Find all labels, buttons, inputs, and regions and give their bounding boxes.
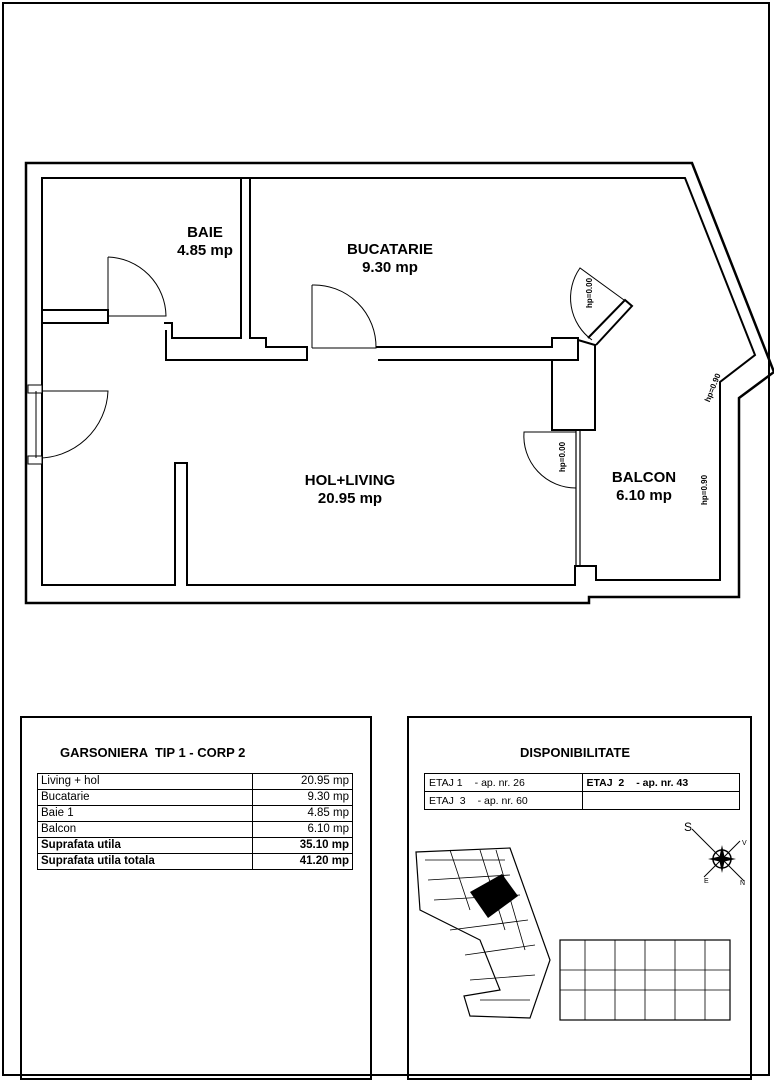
availability-cell <box>425 792 583 810</box>
room-label-hol-living <box>290 472 410 508</box>
entrance-door-jamb <box>28 456 42 464</box>
site-plan <box>410 840 740 1040</box>
compass-label: S <box>684 820 693 834</box>
area-value: 6.10 mp <box>252 822 352 838</box>
room-label-bucatarie <box>330 241 450 277</box>
availability-cell <box>425 774 583 792</box>
area-value: 35.10 mp <box>252 838 352 854</box>
column <box>552 340 595 430</box>
room-label-balcon <box>596 469 692 505</box>
hp-label: hp=0.90 <box>703 372 723 404</box>
summary-title: GARSONIERA TIP 1 - CORP 2 <box>60 745 246 760</box>
area-label: Balcon <box>38 822 253 838</box>
area-row <box>38 790 353 806</box>
room-area: 20.95 mp <box>317 490 383 507</box>
availability-row <box>425 774 740 792</box>
room-name: BAIE <box>187 224 223 241</box>
room-label-baie <box>165 224 245 260</box>
etaj-label: ETAJ 2 <box>586 776 625 789</box>
area-row <box>38 822 353 838</box>
area-value: 4.85 mp <box>252 806 352 822</box>
area-table <box>37 773 353 870</box>
area-label: Suprafata utila totala <box>38 854 253 870</box>
availability-row <box>425 792 740 810</box>
etaj-label: ETAJ 1 <box>429 776 463 789</box>
hp-label: hp=0.00 <box>558 441 567 472</box>
area-row <box>38 806 353 822</box>
availability-title: DISPONIBILITATE <box>520 745 631 760</box>
area-label: Bucatarie <box>38 790 253 806</box>
room-area: 9.30 mp <box>362 259 418 276</box>
etaj-label: ETAJ 3 <box>429 794 466 807</box>
area-label: Baie 1 <box>38 806 253 822</box>
compass-label: N <box>740 880 746 887</box>
outer-wall <box>26 163 774 603</box>
room-name: BALCON <box>611 469 677 486</box>
area-row <box>38 838 353 854</box>
apartment-number: - ap. nr. 60 <box>477 794 528 807</box>
area-value: 9.30 mp <box>252 790 352 806</box>
summary-box <box>20 716 372 1080</box>
bathroom-wall-right <box>164 178 307 360</box>
kitchen-wall <box>376 338 578 360</box>
apartment-number: - ap. nr. 26 <box>474 776 525 789</box>
availability-cell <box>582 774 740 792</box>
hp-label: hp=0.00 <box>585 277 594 308</box>
area-label: Suprafata utila <box>38 838 253 854</box>
area-row <box>38 774 353 790</box>
availability-cell <box>582 792 740 810</box>
area-value: 20.95 mp <box>252 774 352 790</box>
compass-label: E <box>704 878 709 885</box>
kitchen-door-swing <box>312 285 376 348</box>
compass-label: V <box>742 840 747 847</box>
entrance-door-jamb <box>28 385 42 393</box>
kitchen-balcony-wall <box>588 300 632 345</box>
inner-outer-wall <box>42 178 755 585</box>
room-area: 4.85 mp <box>177 242 233 259</box>
living-balcony-door-swing <box>524 432 576 488</box>
apartment-number: - ap. nr. 43 <box>636 776 689 789</box>
hp-label: hp=0.90 <box>700 474 709 505</box>
room-area: 6.10 mp <box>616 487 672 504</box>
room-name: HOL+LIVING <box>304 472 396 489</box>
bathroom-wall <box>42 310 108 323</box>
area-row <box>38 854 353 870</box>
entrance-door-swing <box>36 391 108 458</box>
availability-table <box>424 773 740 810</box>
bathroom-door-swing <box>108 257 166 316</box>
room-name: BUCATARIE <box>346 241 434 258</box>
balcony-partition <box>576 430 580 566</box>
area-label: Living + hol <box>38 774 253 790</box>
area-value: 41.20 mp <box>252 854 352 870</box>
